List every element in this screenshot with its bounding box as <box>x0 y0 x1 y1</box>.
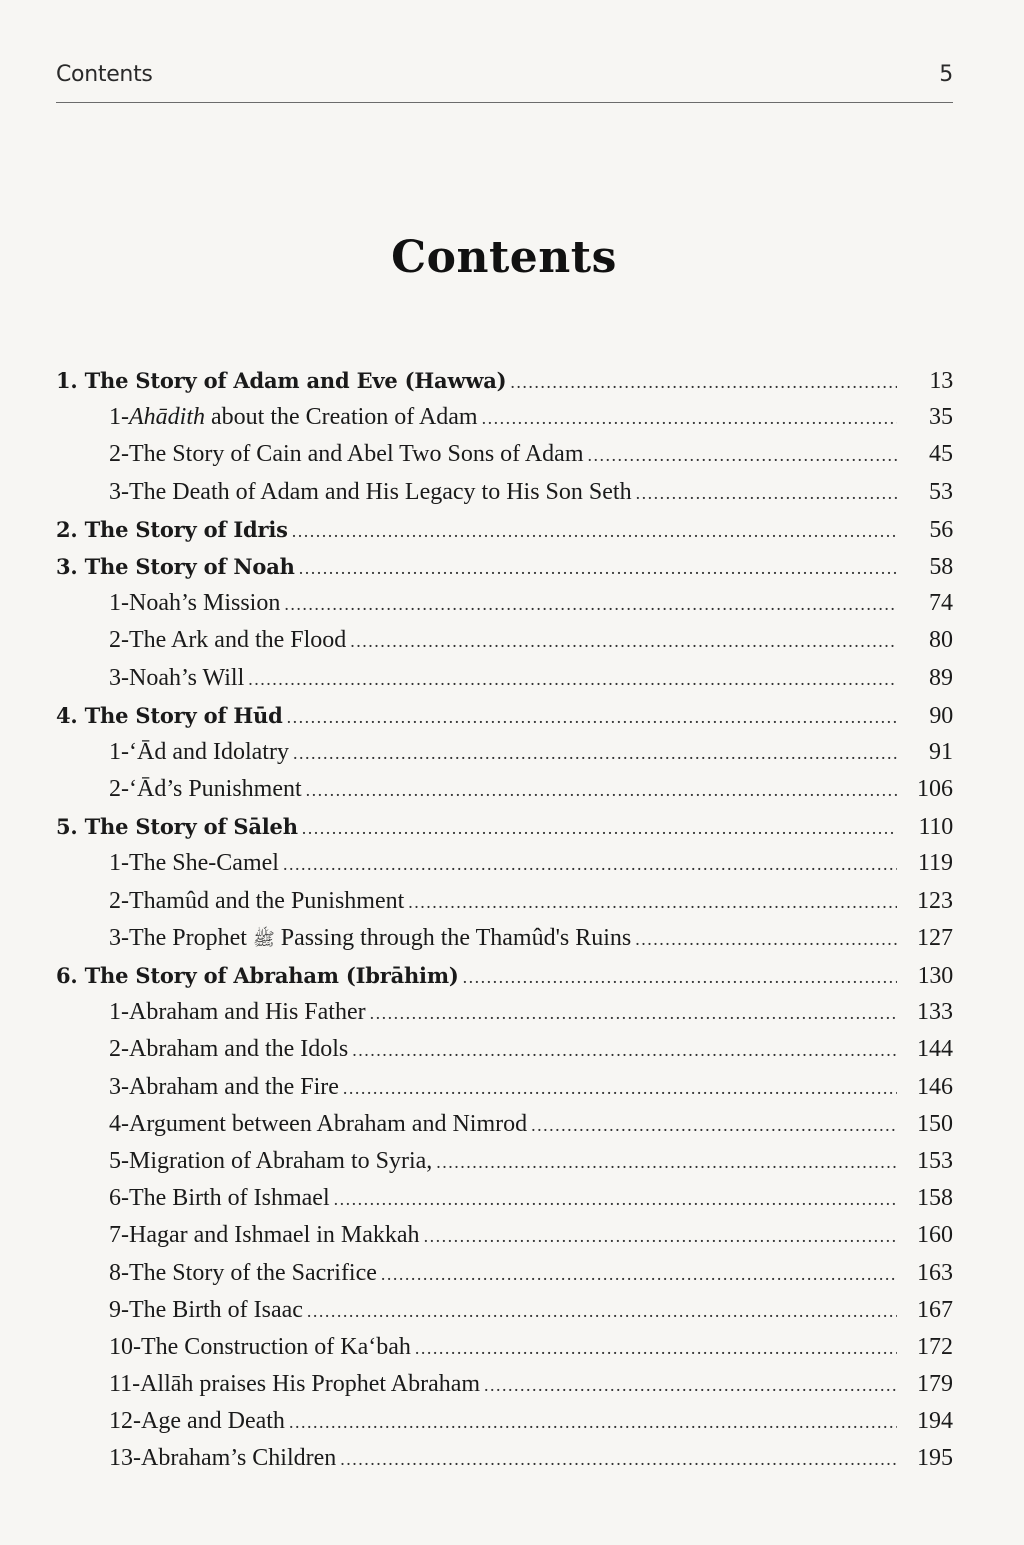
toc-label: 8-The Story of the Sacrifice <box>109 1259 377 1286</box>
toc-section[interactable] <box>56 1440 953 1477</box>
dot-leader <box>306 772 897 809</box>
toc-page-number: 153 <box>917 1147 953 1174</box>
toc-page-number: 110 <box>918 814 953 841</box>
toc-page-number: 150 <box>917 1110 953 1137</box>
dot-leader <box>283 846 897 883</box>
dot-leader <box>463 959 897 996</box>
toc-page-number: 144 <box>917 1036 953 1063</box>
running-head-title: Contents <box>56 62 153 87</box>
toc-page-number: 127 <box>917 924 953 951</box>
toc-section[interactable] <box>56 622 953 659</box>
dot-leader <box>531 1107 897 1144</box>
toc-label: 3. The Story of Noah <box>56 553 295 579</box>
toc-section[interactable] <box>56 399 953 436</box>
toc-section[interactable] <box>56 845 953 882</box>
pbuh-symbol-icon: ﷺ <box>252 928 275 949</box>
toc-label: 9-The Birth of Isaac <box>109 1296 303 1323</box>
toc-chapter[interactable] <box>56 697 953 734</box>
toc-chapter[interactable] <box>56 362 953 399</box>
toc-label: 2-The Story of Cain and Abel Two Sons of Adam <box>109 441 584 468</box>
toc-chapter[interactable] <box>56 548 953 585</box>
dot-leader <box>292 513 897 550</box>
toc-section[interactable] <box>56 1069 953 1106</box>
dot-leader <box>289 1404 897 1441</box>
toc-page-number: 74 <box>929 590 953 617</box>
toc-label: 13-Abraham’s Children <box>109 1445 337 1472</box>
dot-leader <box>343 1070 897 1107</box>
toc-label: 11-Allāh praises His Prophet Abraham <box>109 1371 481 1398</box>
toc-page-number: 195 <box>917 1445 953 1472</box>
toc-label: 4. The Story of Hūd <box>56 702 283 728</box>
toc-page-number: 45 <box>929 441 953 468</box>
toc-section[interactable] <box>56 1143 953 1180</box>
dot-leader <box>484 1367 897 1404</box>
toc-chapter[interactable] <box>56 511 953 548</box>
toc-page-number: 160 <box>917 1222 953 1249</box>
toc-page-number: 35 <box>929 404 953 431</box>
toc-label: 3-Noah’s Will <box>109 664 245 691</box>
toc-label <box>109 920 631 958</box>
toc-label: 2-Thamûd and the Punishment <box>109 887 405 914</box>
toc-page-number: 172 <box>917 1333 953 1360</box>
toc-section[interactable] <box>56 436 953 473</box>
toc-section[interactable] <box>56 1180 953 1217</box>
dot-leader <box>436 1144 897 1181</box>
toc-chapter[interactable] <box>56 957 953 994</box>
toc-page-number: 91 <box>929 738 953 765</box>
dot-leader <box>424 1218 897 1255</box>
dot-leader <box>248 661 897 698</box>
dot-leader <box>370 995 897 1032</box>
toc-label-italic: Ahādith <box>129 404 205 431</box>
dot-leader <box>299 550 897 587</box>
toc-label: 2-‘Ād’s Punishment <box>109 776 302 803</box>
toc-section[interactable] <box>56 771 953 808</box>
toc-page-number: 146 <box>917 1073 953 1100</box>
toc-page-number: 158 <box>917 1185 953 1212</box>
toc-label: 2-Abraham and the Idols <box>109 1036 349 1063</box>
dot-leader <box>334 1181 897 1218</box>
dot-leader <box>307 1293 897 1330</box>
toc-page-number: 119 <box>917 850 953 877</box>
toc-label: 1-Noah’s Mission <box>109 590 281 617</box>
toc-section[interactable] <box>56 1255 953 1292</box>
dot-leader <box>415 1330 897 1367</box>
toc-section[interactable] <box>56 994 953 1031</box>
dot-leader <box>287 699 897 736</box>
toc-label: 6. The Story of Abraham (Ibrāhim) <box>56 963 459 988</box>
dot-leader <box>588 437 897 474</box>
toc-section[interactable] <box>56 474 953 511</box>
toc-label: 1-The She-Camel <box>109 850 279 877</box>
toc-label: 1-‘Ād and Idolatry <box>109 738 289 765</box>
toc-section[interactable] <box>56 1217 953 1254</box>
toc-section[interactable] <box>56 660 953 697</box>
toc-label-prefix: 1- <box>109 404 129 431</box>
toc-section[interactable] <box>56 1292 953 1329</box>
toc-page-number: 123 <box>917 887 953 914</box>
toc-page-number: 194 <box>917 1408 953 1435</box>
toc-page-number: 167 <box>917 1296 953 1323</box>
toc-section[interactable] <box>56 585 953 622</box>
page-number: 5 <box>939 62 953 87</box>
dot-leader <box>482 400 897 437</box>
toc-label-start: 3-The Prophet <box>109 924 247 951</box>
toc-label: 5. The Story of Sāleh <box>56 814 298 840</box>
toc-label: 6-The Birth of Ishmael <box>109 1185 330 1212</box>
toc-label-rest: about the Creation of Adam <box>205 404 478 431</box>
toc-page-number: 106 <box>917 776 953 803</box>
toc-page-number: 56 <box>929 516 953 543</box>
toc-section[interactable] <box>56 883 953 920</box>
toc-label: 3-Abraham and the Fire <box>109 1073 339 1100</box>
dot-leader <box>635 921 897 958</box>
toc-section[interactable] <box>56 1403 953 1440</box>
toc-label: 5-Migration of Abraham to Syria, <box>109 1147 433 1174</box>
toc-label-end: Passing through the Thamûd's Ruins <box>280 924 632 951</box>
header-divider <box>56 102 953 103</box>
toc-section[interactable] <box>56 734 953 771</box>
toc-label: 4-Argument between Abraham and Nimrod <box>109 1110 528 1137</box>
dot-leader <box>284 586 897 623</box>
running-head <box>56 62 953 87</box>
dot-leader <box>340 1441 897 1478</box>
toc-page-number: 80 <box>929 627 953 654</box>
toc-label: 3-The Death of Adam and His Legacy to His Son Seth <box>109 478 632 505</box>
page-title: Contents <box>391 232 617 283</box>
toc-page-number: 133 <box>917 999 953 1026</box>
toc-page-number: 13 <box>929 368 953 394</box>
toc-page-number: 58 <box>929 553 953 580</box>
dot-leader <box>293 735 897 772</box>
dot-leader <box>302 810 897 847</box>
toc-section[interactable] <box>56 1106 953 1143</box>
toc-label: 2-The Ark and the Flood <box>109 627 347 654</box>
toc-page-number: 130 <box>917 963 953 989</box>
toc-label: 7-Hagar and Ishmael in Makkah <box>109 1222 420 1249</box>
toc-label: 1. The Story of Adam and Eve (Hawwa) <box>56 368 507 393</box>
toc-section[interactable] <box>56 1366 953 1403</box>
toc-label <box>109 399 478 436</box>
toc-label: 2. The Story of Idris <box>56 516 288 542</box>
toc-page-number: 90 <box>929 702 953 729</box>
toc-page-number: 163 <box>917 1259 953 1286</box>
toc-label: 10-The Construction of Ka‘bah <box>109 1333 411 1360</box>
dot-leader <box>408 884 897 921</box>
dot-leader <box>510 364 897 401</box>
toc-page-number: 53 <box>929 478 953 505</box>
toc-label: 12-Age and Death <box>109 1408 285 1435</box>
toc-section[interactable] <box>56 1031 953 1068</box>
toc-page-number: 179 <box>917 1371 953 1398</box>
toc-section[interactable] <box>56 920 953 957</box>
dot-leader <box>350 623 897 660</box>
toc-section[interactable] <box>56 1329 953 1366</box>
dot-leader <box>636 475 897 512</box>
table-of-contents <box>56 362 953 1478</box>
toc-label: 1-Abraham and His Father <box>109 999 366 1026</box>
toc-chapter[interactable] <box>56 808 953 845</box>
toc-page-number: 89 <box>929 664 953 691</box>
dot-leader <box>381 1256 897 1293</box>
dot-leader <box>352 1032 897 1069</box>
